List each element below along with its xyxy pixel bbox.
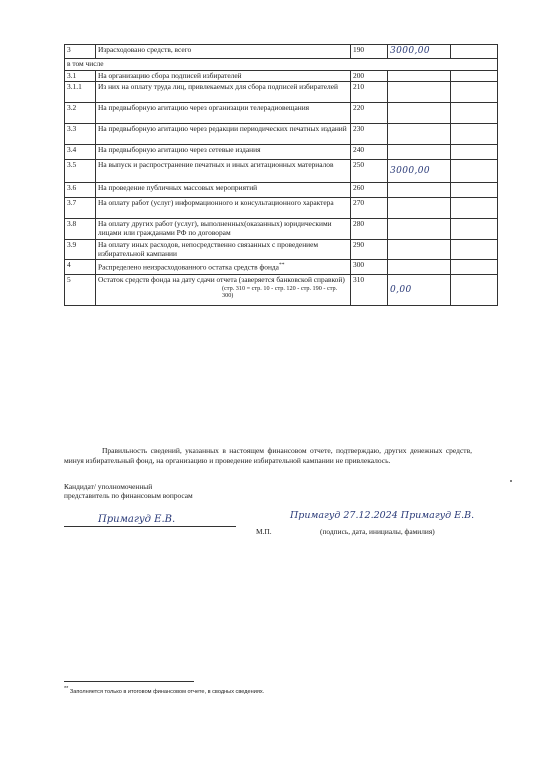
row-code-text: 230 [353,124,365,134]
row-number-text: 3.1 [67,70,77,80]
row-code [351,219,388,240]
row-code-text: 200 [353,70,365,80]
row-number [65,160,96,183]
row-code [351,103,388,124]
footnote-text: Заполняется только в итоговом финансовом отчете, в сводных сведениях. [69,688,265,695]
row-code-text: 280 [353,219,365,229]
row-name [96,198,351,219]
row-code-text: 290 [353,240,365,250]
candidate-label [64,482,193,501]
row-code-text: 270 [353,198,365,208]
row-name [96,145,351,160]
table-row [65,183,498,198]
table-row [65,160,498,183]
row-sum [388,45,451,59]
row-name [96,160,351,183]
row-number [65,70,96,82]
row-name-text: На предвыборную агитацию через редакции периодических печатных изданий [98,124,347,134]
row-note [451,124,498,145]
row-name-text: На выпуск и распространение печатных и иных агитационных материалов [98,160,334,170]
row-number [65,183,96,198]
row-name [96,275,351,306]
row-name [96,240,351,260]
row-code-text: 310 [353,275,365,285]
signature-line [64,526,236,527]
row-note [451,103,498,124]
row-sum [388,124,451,145]
section-label: в том числе [65,59,498,71]
row-code [351,70,388,82]
row-sum [388,160,451,183]
row-note [451,219,498,240]
row-name-text: На предвыборную агитацию через организации телерадиовещания [98,103,310,113]
row-number-text: 4 [67,260,71,270]
handwritten-signature-left: Примагуд Е.В. [98,514,176,525]
row-name-text: На проведение публичных массовых мероприятий [98,183,258,193]
row-code-text: 210 [353,82,365,92]
table-row [65,145,498,160]
table-row [65,45,498,59]
confirmation-statement: Правильность сведений, указанных в настоящем финансовом отчете, подтверждаю, других денежных средств, минуя избирательный фонд, на организацию и проведение избирательной кампании не привлекалось. [64,446,472,465]
row-name-text: На организацию сбора подписей избирателей [98,70,242,80]
row-code-text: 220 [353,103,365,113]
footnote-divider [64,681,194,682]
row-number [65,198,96,219]
row-number-text: 3.5 [67,160,77,170]
row-sum [388,70,451,82]
row-number-text: 3.2 [67,103,77,113]
row-name [96,183,351,198]
row-code-text: 250 [353,160,365,170]
row-name-text: На оплату других работ (услуг), выполненных(оказанных) юридическими лицами или гражданами РФ по договорам [98,219,332,237]
row-note [451,70,498,82]
row-number-text: 3.9 [67,240,77,250]
row-note [451,82,498,103]
row-note [451,160,498,183]
row-number [65,145,96,160]
row-number [65,240,96,260]
row-code [351,240,388,260]
row-code-text: 190 [353,45,365,54]
row-number-text: 5 [67,275,71,285]
footnote [64,686,264,696]
row-sum [388,219,451,240]
scan-speck [510,480,512,482]
table-row [65,240,498,260]
row-name-text: Из них на оплату труда лиц, привлекаемых для сбора подписей избирателей [98,82,338,92]
row-name [96,103,351,124]
row-number [65,275,96,306]
row-number-text: 3.8 [67,219,77,229]
row-number [65,82,96,103]
stamp-place-label: М.П. [256,527,272,536]
row-code [351,160,388,183]
row-sum [388,103,451,124]
table-row [65,59,498,71]
row-name [96,219,351,240]
footnote-marker: ** [64,686,69,692]
handwritten-signature-date: Примагуд 27.12.2024 Примагуд Е.В. [290,510,475,521]
row-number [65,124,96,145]
row-number-text: 3.4 [67,145,77,155]
row-number [65,45,96,59]
row-footnote-marker: ** [278,262,285,269]
row-sum [388,240,451,260]
row-code-text: 240 [353,145,365,155]
row-number [65,219,96,240]
candidate-label-line1: Кандидат/ уполномоченный [64,482,153,491]
table-row [65,82,498,103]
row-name [96,45,351,59]
row-code [351,198,388,219]
row-name-text: На оплату иных расходов, непосредственно связанных с проведением избирательной кампании [98,240,319,258]
row-sum [388,198,451,219]
row-number [65,260,96,275]
row-name-text: Распределено неизрасходованного остатка средств фонда [98,262,279,272]
row-number-text: 3.6 [67,183,77,193]
row-note [451,45,498,59]
row-name-text: На предвыборную агитацию через сетевые издания [98,145,261,155]
row-number-text: 3.7 [67,198,77,208]
row-note [451,275,498,306]
table-row [65,198,498,219]
row-code-text: 300 [353,260,365,270]
row-code [351,124,388,145]
row-code [351,82,388,103]
row-name [96,260,351,275]
row-sum [388,183,451,198]
row-number-text: 3.3 [67,124,77,134]
row-sum [388,260,451,275]
row-sum [388,145,451,160]
signature-caption: (подпись, дата, инициалы, фамилия) [320,527,435,536]
row-number [65,103,96,124]
row-code [351,145,388,160]
table-row [65,219,498,240]
row-code [351,260,388,275]
row-note [451,145,498,160]
row-note [451,260,498,275]
candidate-label-line2: представитель по финансовым вопросам [64,491,193,501]
row-name-text: Израсходовано средств, всего [98,45,192,54]
row-sum-text: 0,00 [390,285,412,296]
row-formula: (стр. 310 = стр. 10 - стр. 120 - стр. 190 - стр. 300) [222,284,338,299]
row-number-text: 3 [67,45,71,54]
row-sum [388,275,451,306]
row-code-text: 260 [353,183,365,193]
table-row [65,124,498,145]
row-name [96,124,351,145]
table-row [65,103,498,124]
row-code [351,183,388,198]
row-code [351,45,388,59]
row-sum [388,82,451,103]
row-code [351,275,388,306]
row-number-text: 3.1.1 [67,82,82,92]
row-name [96,70,351,82]
table-row [65,275,498,306]
table-row [65,260,498,275]
row-note [451,198,498,219]
row-note [451,240,498,260]
row-note [451,183,498,198]
financial-report-table [64,44,498,306]
row-sum-text: 3000,00 [390,165,431,176]
row-sum-text: 3000,00 [390,46,431,57]
row-name-text: На оплату работ (услуг) информационного и консультационного характера [98,198,334,208]
row-name-text: Остаток средств фонда на дату сдачи отчета (заверяется банковской справкой) [98,275,345,285]
table-row [65,70,498,82]
row-name [96,82,351,103]
